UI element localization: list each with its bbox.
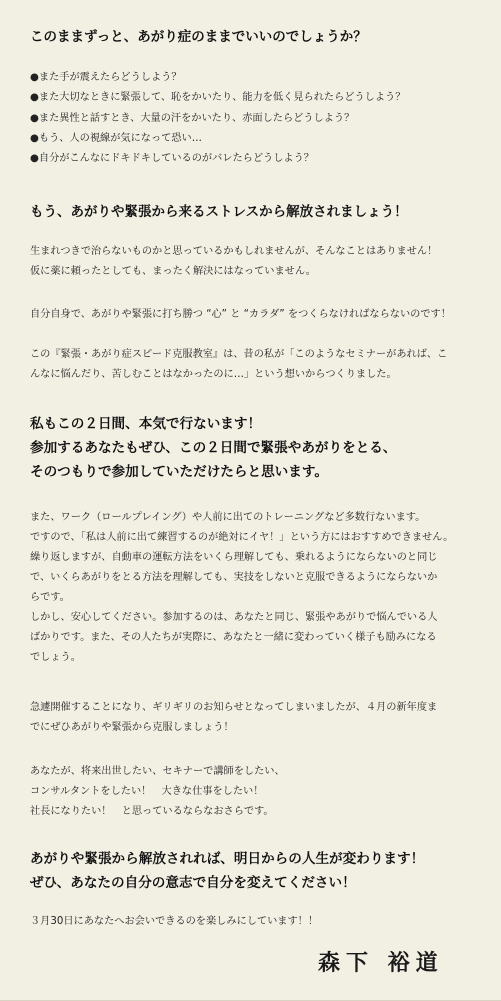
- worry-item: ●また大切なときに緊張して、恥をかいたり、能力を低く見られたらどうしよう？: [30, 92, 406, 104]
- details-paragraph-2: [30, 698, 437, 738]
- paragraph-line: 社長になりたい！ と思っているならなおさらです。: [30, 806, 274, 817]
- paragraph-line: また、ワーク（ロールプレイング）や人前に出てのトレーニングなど多数行ないます。: [30, 512, 426, 523]
- details-paragraph-3: [30, 762, 285, 822]
- closing-line: ぜひ、あなたの自分の意志で自分を変えてください！: [30, 875, 356, 891]
- details-paragraph-1: [30, 508, 453, 668]
- worry-item: ●また異性と話すとき、大量の汗をかいたり、赤面したらどうしよう？: [30, 112, 355, 124]
- paragraph-line: でしょう。: [30, 652, 81, 663]
- commitment-line: そのつもりで参加していただけたらと思います。: [30, 464, 328, 480]
- paragraph-line: で、いくらあがりをとる方法を理解しても、実技をしないと克服できるようにならないか: [30, 572, 438, 583]
- paragraph-line: んなに悩んだり、苦しむことはなかったのに…」という想いからつくりました。: [30, 369, 397, 380]
- worry-item: ●もう、人の視線が気になって恐い…: [30, 132, 202, 144]
- paragraph-line: らです。: [30, 592, 70, 603]
- release-heading: もう、あがりや緊張から来るストレスから解放されましょう！: [30, 204, 408, 220]
- paragraph-line: 繰り返しますが、自動車の運転方法をいくら理解しても、乗れるようにならないのと同じ: [30, 552, 438, 563]
- closing-line: あがりや緊張から解放されれば、明日からの人生が変わります！: [30, 851, 425, 867]
- release-paragraph-3: [30, 345, 447, 385]
- closing-date-line: ３月30日にあなたへお会いできるのを楽しみにしています！！: [30, 916, 319, 927]
- paragraph-line: 生まれつきで治らないものかと思っているかもしれませんが、そんなことはありません！: [30, 246, 438, 257]
- worry-item: ●自分がこんなにドキドキしているのがバレたらどうしよう？: [30, 153, 314, 165]
- commitment-block: [30, 412, 397, 484]
- closing-block: [30, 847, 424, 895]
- commitment-line: 参加するあなたもぜひ、この２日間で緊張やあがりをとる、: [30, 440, 397, 456]
- closing-date-paragraph: [30, 912, 318, 932]
- signature: 森下 裕道: [318, 950, 444, 976]
- paragraph-line: でにぜひあがりや緊張から克服しましょう！: [30, 722, 234, 733]
- release-paragraph-1: [30, 242, 437, 282]
- worry-item: ●また手が震えたらどうしよう？: [30, 72, 182, 83]
- worries-list: [30, 68, 405, 169]
- paragraph-line: コンサルタントをしたい！ 大きな仕事をしたい！: [30, 786, 264, 797]
- intro-question-heading: このままずっと、あがり症のままでいいのでしょうか？: [30, 29, 367, 45]
- paragraph-line: 自分自身で、あがりや緊張に打ち勝つ “心” と “カラダ” をつくらなければならないのです！: [30, 309, 451, 320]
- paragraph-line: 急遽開催することになり、ギリギリのお知らせとなってしまいましたが、４月の新年度ま: [30, 702, 438, 713]
- paragraph-line: あなたが、将来出世したい、セキナーで講師をしたい、: [30, 766, 285, 777]
- paragraph-line: 仮に薬に頼ったとしても、まったく解決にはなっていません。: [30, 266, 316, 277]
- commitment-line: 私もこの２日間、本気で行ないます！: [30, 416, 262, 432]
- paragraph-line: ですので、「私は人前に出て練習するのが絶対にイヤ！」という方にはおすすめできません。: [30, 532, 454, 543]
- release-paragraph-2: [30, 305, 451, 325]
- paragraph-line: ばかりです。また、その人たちが実際に、あなたと一緒に変わっていく様子も励みになる: [30, 632, 437, 643]
- paragraph-line: しかし、安心してください。参加するのは、あなたと同じ、緊張やあがりで悩んでいる人: [30, 612, 438, 623]
- paragraph-line: この『緊張・あがり症スピード克服教室』は、昔の私が「このようなセミナーがあれば、こ: [30, 349, 448, 360]
